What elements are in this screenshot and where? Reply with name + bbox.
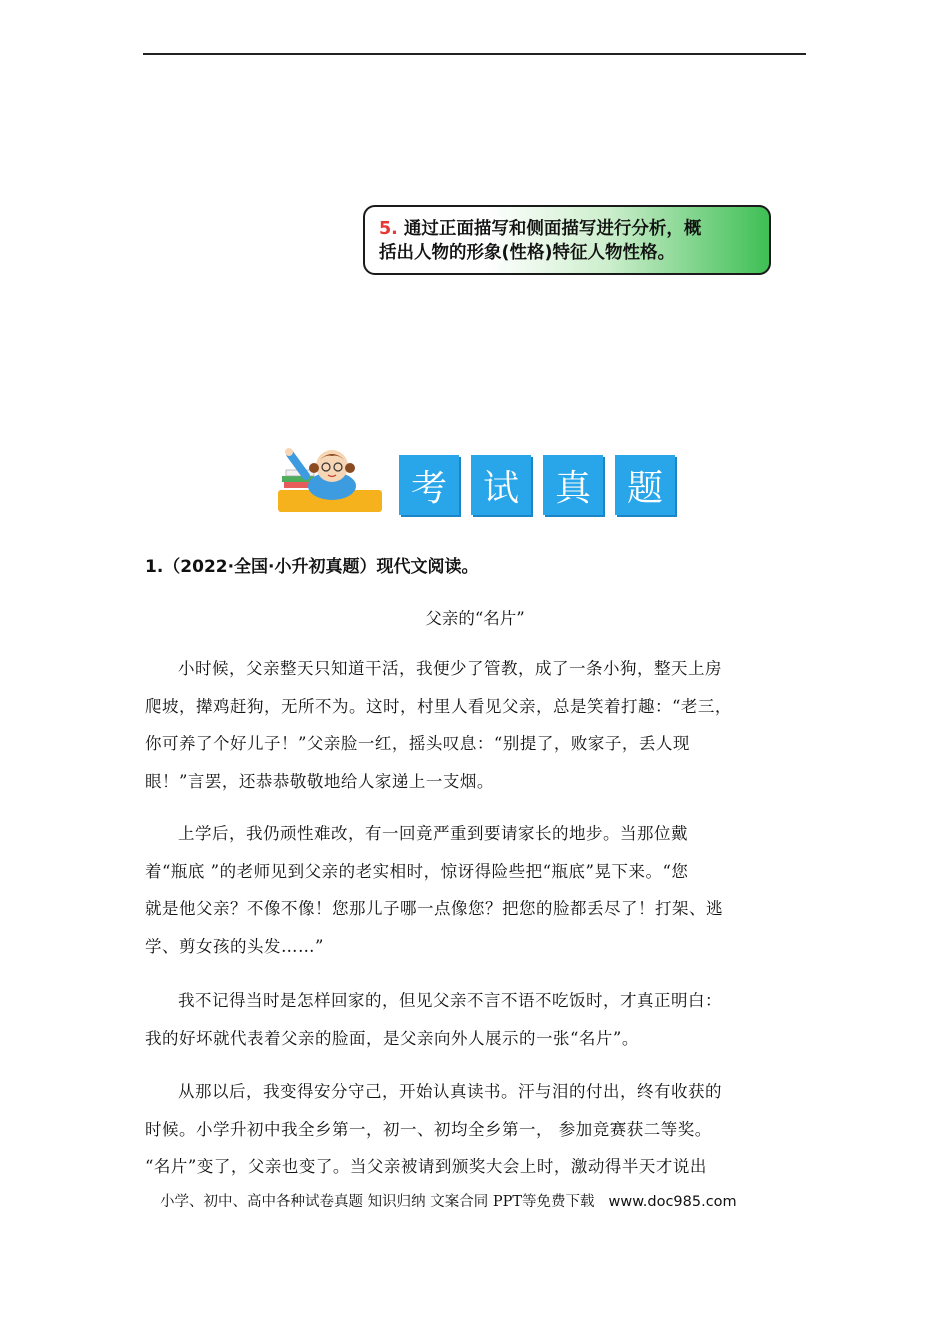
passage-paragraph-2 (145, 815, 805, 965)
section-title-char: 真 (543, 455, 603, 515)
tip-line-2: 括出人物的形象(性格)特征人物性格。 (379, 243, 675, 263)
passage-line: 小时候，父亲整天只知道干活，我便少了管教，成了一条小狗，整天上房 (178, 659, 722, 678)
tip-line-1: 通过正面描写和侧面描写进行分析，概 (403, 219, 702, 239)
section-title-char: 试 (471, 455, 531, 515)
passage-line: 从那以后，我变得安分守己，开始认真读书。汗与泪的付出，终有收获的 (178, 1082, 722, 1101)
passage-line: 眼！”言罢，还恭恭敬敬地给人家递上一支烟。 (145, 771, 494, 791)
tip-number: 5. (379, 219, 398, 239)
passage-line: 学、剪女孩的头发……” (145, 936, 324, 956)
passage-line: 我不记得当时是怎样回家的，但见父亲不言不语不吃饭时，才真正明白： (178, 991, 722, 1010)
question-heading: 1.（2022·全国·小升初真题）现代文阅读。 (145, 557, 479, 577)
section-title-char: 考 (399, 455, 459, 515)
passage-line: 就是他父亲？不像不像！您那儿子哪一点像您？把您的脸都丢尽了！打架、逃 (145, 899, 723, 918)
page-footer (160, 1190, 737, 1211)
passage-title: 父亲的“名片” (425, 609, 525, 628)
student-reading-icon (270, 446, 385, 516)
passage-paragraph-4 (145, 1073, 805, 1186)
passage-line: 我的好坏就代表着父亲的脸面，是父亲向外人展示的一张“名片”。 (145, 1028, 639, 1048)
passage-line: 你可养了个好儿子！”父亲脸一红，摇头叹息：“别提了，败家子，丢人现 (145, 734, 690, 753)
passage-line: 爬坡，撵鸡赶狗，无所不为。这时，村里人看见父亲，总是笑着打趣：“老三， (145, 696, 732, 716)
passage-line: 时候。小学升初中我全乡第一，初一、初均全乡第一， 参加竞赛获二等奖。 (145, 1119, 712, 1139)
footer-url[interactable]: www.doc985.com (608, 1194, 737, 1210)
passage-paragraph-3 (145, 982, 805, 1057)
tip-box (363, 205, 771, 275)
tip-text (379, 217, 759, 265)
passage-line: 上学后，我仍顽性难改，有一回竟严重到要请家长的地步。当那位戴 (178, 824, 688, 843)
passage-line: 着“瓶底 ”的老师见到父亲的老实相时，惊讶得险些把“瓶底”晃下来。“您 (145, 861, 689, 881)
passage-paragraph-1 (145, 650, 805, 800)
header-rule (143, 53, 806, 55)
passage-line: “名片”变了，父亲也变了。当父亲被请到颁奖大会上时，激动得半天才说出 (145, 1157, 707, 1176)
section-title (399, 455, 675, 517)
section-title-char: 题 (615, 455, 675, 515)
footer-text: 小学、初中、高中各种试卷真题 知识归纳 文案合同 PPT等免费下载 (160, 1194, 595, 1210)
